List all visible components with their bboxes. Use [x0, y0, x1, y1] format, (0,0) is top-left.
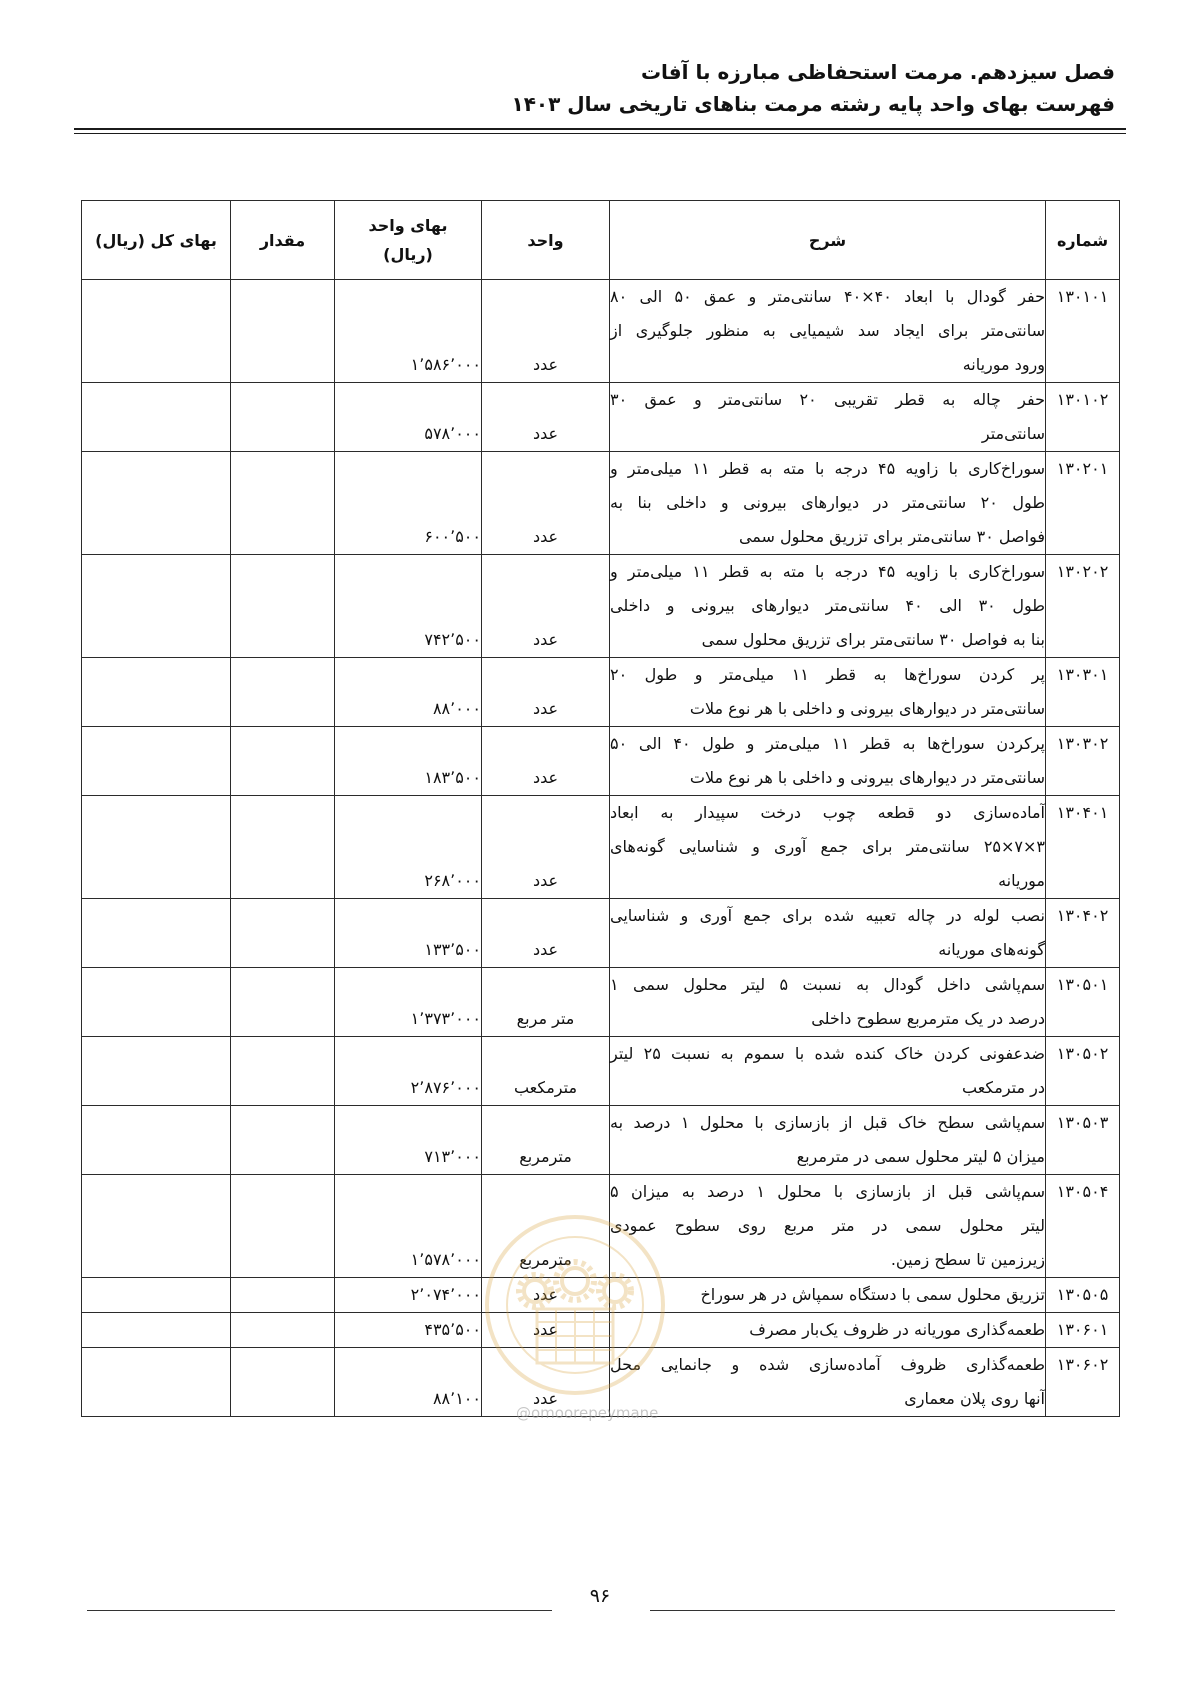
- item-code-cell: [1046, 1175, 1120, 1278]
- item-unit-price: ۴۳۵٬۵۰۰: [424, 1320, 481, 1339]
- item-description: [610, 1037, 1046, 1106]
- item-total-price: [82, 796, 231, 899]
- item-unit-price-cell: [335, 1175, 482, 1278]
- item-description: [610, 727, 1046, 796]
- item-unit-price-cell: [335, 1037, 482, 1106]
- price-table: [81, 200, 1120, 1417]
- item-code: ۱۳۰۲۰۱: [1056, 459, 1109, 478]
- item-unit-price-cell: [335, 1278, 482, 1313]
- header-double-rule: [74, 128, 1126, 134]
- description-line: ضدعفونی کردن خاک کنده شده با سموم به نسبت ۲۵ لیتر: [610, 1044, 1045, 1063]
- item-unit-price: ۸۸٬۰۰۰: [432, 699, 481, 718]
- column-header-unit-price-label: بهای واحد: [368, 216, 448, 235]
- item-quantity: [231, 280, 335, 383]
- chapter-title: فصل سیزدهم. مرمت استحفاظی مبارزه با آفات: [640, 60, 1115, 84]
- column-header-total-price-label: بهای کل (ریال): [95, 230, 217, 250]
- item-quantity: [231, 452, 335, 555]
- description-line: موریانه: [998, 871, 1045, 890]
- description-line: سانتی‌متر در دیوارهای بیرونی و داخلی با هر نوع ملات: [689, 768, 1045, 787]
- description-line: لیتر محلول سمی در متر مربع روی سطوح عمودی: [610, 1216, 1045, 1235]
- item-unit: مترمربع: [519, 1147, 572, 1166]
- item-code-cell: [1046, 899, 1120, 968]
- description-line: فواصل ۳۰ سانتی‌متر برای تزریق محلول سمی: [738, 527, 1045, 546]
- item-unit-price-cell: [335, 1348, 482, 1417]
- item-unit-price: ۱٬۳۷۳٬۰۰۰: [410, 1009, 481, 1028]
- item-description: [610, 796, 1046, 899]
- table-row: [82, 1175, 1120, 1278]
- item-code-cell: [1046, 280, 1120, 383]
- item-description: [610, 658, 1046, 727]
- item-quantity: [231, 1278, 335, 1313]
- item-description: [610, 1348, 1046, 1417]
- item-unit-cell: [482, 1175, 610, 1278]
- column-header-code-label: شماره: [1056, 230, 1109, 250]
- item-quantity: [231, 555, 335, 658]
- item-code: ۱۳۰۴۰۱: [1056, 803, 1109, 822]
- footer-rule-right: [650, 1610, 1115, 1611]
- item-unit-price: ۲٬۰۷۴٬۰۰۰: [410, 1285, 481, 1304]
- item-code: ۱۳۰۵۰۲: [1056, 1044, 1109, 1063]
- item-quantity: [231, 1348, 335, 1417]
- description-line: میزان ۵ لیتر محلول سمی در مترمربع: [796, 1147, 1045, 1166]
- description-line: حفر گودال با ابعاد ۴۰×۴۰ سانتی‌متر و عمق ۵۰ الی ۸۰: [610, 287, 1046, 306]
- price-list-title: فهرست بهای واحد پایه رشته مرمت بناهای تاریخی سال ۱۴۰۳: [511, 92, 1115, 116]
- item-unit-cell: [482, 1037, 610, 1106]
- item-unit: مترمکعب: [513, 1078, 578, 1097]
- item-unit-price: ۲۶۸٬۰۰۰: [424, 871, 481, 890]
- description-line: پر کردن سوراخ‌ها به قطر ۱۱ میلی‌متر و طول ۲۰: [610, 665, 1045, 684]
- item-total-price: [82, 727, 231, 796]
- item-total-price: [82, 1175, 231, 1278]
- item-unit-cell: [482, 1313, 610, 1348]
- item-unit: عدد: [532, 871, 559, 890]
- item-code: ۱۳۰۴۰۲: [1056, 906, 1109, 925]
- table-row: [82, 1278, 1120, 1313]
- description-line: نصب لوله در چاله تعبیه شده برای جمع آوری و شناسایی: [610, 906, 1045, 925]
- table-row: [82, 280, 1120, 383]
- column-header-quantity: [231, 201, 335, 280]
- item-quantity: [231, 1313, 335, 1348]
- description-line: سوراخ‌کاری با زاویه ۴۵ درجه با مته به قطر ۱۱ میلی‌متر و: [610, 562, 1046, 581]
- item-code: ۱۳۰۱۰۲: [1056, 390, 1109, 409]
- item-unit-price: ۱٬۵۸۶٬۰۰۰: [410, 355, 481, 374]
- description-line: سوراخ‌کاری با زاویه ۴۵ درجه با مته به قطر ۱۱ میلی‌متر و: [610, 459, 1046, 478]
- table-row: [82, 899, 1120, 968]
- item-unit-price-cell: [335, 968, 482, 1037]
- item-unit-price-cell: [335, 658, 482, 727]
- item-unit-price: ۷۴۲٬۵۰۰: [424, 630, 481, 649]
- description-line: سم‌پاشی سطح خاک قبل از بازسازی با محلول ۱ درصد به: [610, 1113, 1045, 1132]
- item-code-cell: [1046, 1106, 1120, 1175]
- table-row: [82, 968, 1120, 1037]
- item-unit-cell: [482, 727, 610, 796]
- item-unit-cell: [482, 1106, 610, 1175]
- column-header-unit-label: واحد: [527, 230, 564, 250]
- item-code-cell: [1046, 452, 1120, 555]
- table-row: [82, 1037, 1120, 1106]
- description-line: طول ۳۰ الی ۴۰ سانتی‌متر دیوارهای بیرونی و داخلی: [610, 596, 1046, 615]
- description-line: سانتی‌متر برای ایجاد سد شیمیایی به منظور جلوگیری از: [610, 321, 1045, 340]
- item-unit-cell: [482, 1278, 610, 1313]
- item-unit-price-cell: [335, 280, 482, 383]
- column-header-unit-price: [335, 201, 482, 280]
- item-unit-price: ۸۸٬۱۰۰: [432, 1389, 481, 1408]
- item-total-price: [82, 280, 231, 383]
- item-total-price: [82, 899, 231, 968]
- item-code: ۱۳۰۳۰۱: [1056, 665, 1109, 684]
- item-total-price: [82, 1278, 231, 1313]
- item-unit-cell: [482, 452, 610, 555]
- item-quantity: [231, 1037, 335, 1106]
- item-unit-price-cell: [335, 727, 482, 796]
- description-line: آماده‌سازی دو قطعه چوب درخت سپیدار به ابعاد: [610, 803, 1045, 822]
- item-unit: عدد: [532, 768, 559, 787]
- item-quantity: [231, 968, 335, 1037]
- item-code: ۱۳۰۶۰۲: [1056, 1355, 1109, 1374]
- item-description: [610, 968, 1046, 1037]
- item-unit: عدد: [532, 527, 559, 546]
- page-header: [355, 56, 1115, 120]
- table-row: [82, 796, 1120, 899]
- item-code-cell: [1046, 968, 1120, 1037]
- table-row: [82, 1313, 1120, 1348]
- item-unit-price: ۷۱۳٬۰۰۰: [424, 1147, 481, 1166]
- description-line: حفر چاله به قطر تقریبی ۲۰ سانتی‌متر و عمق ۳۰: [610, 390, 1045, 409]
- item-unit-cell: [482, 658, 610, 727]
- description-line: پرکردن سوراخ‌ها به قطر ۱۱ میلی‌متر و طول ۴۰ الی ۵۰: [610, 734, 1046, 753]
- item-unit-cell: [482, 555, 610, 658]
- item-unit: عدد: [532, 630, 559, 649]
- item-code: ۱۳۰۳۰۲: [1056, 734, 1109, 753]
- item-description: [610, 1313, 1046, 1348]
- column-header-unit-price-currency: (ریال): [383, 245, 433, 264]
- item-unit: مترمربع: [519, 1250, 572, 1269]
- description-line: طعمه‌گذاری موریانه در ظروف یک‌بار مصرف: [749, 1320, 1045, 1339]
- item-description: [610, 1175, 1046, 1278]
- item-unit-price: ۶۰۰٬۵۰۰: [424, 527, 481, 546]
- table-row: [82, 658, 1120, 727]
- item-unit-price: ۵۷۸٬۰۰۰: [424, 424, 481, 443]
- table-row: [82, 1106, 1120, 1175]
- column-header-code: [1046, 201, 1120, 280]
- item-unit-price: ۱٬۵۷۸٬۰۰۰: [410, 1250, 481, 1269]
- item-unit-price: ۲٬۸۷۶٬۰۰۰: [410, 1078, 481, 1097]
- item-quantity: [231, 1175, 335, 1278]
- item-code: ۱۳۰۵۰۳: [1056, 1113, 1109, 1132]
- item-total-price: [82, 1106, 231, 1175]
- item-description: [610, 1278, 1046, 1313]
- item-total-price: [82, 383, 231, 452]
- description-line: ورود موریانه: [962, 355, 1045, 374]
- item-quantity: [231, 727, 335, 796]
- description-line: سم‌پاشی داخل گودال به نسبت ۵ لیتر محلول سمی ۱: [610, 975, 1045, 994]
- item-unit: عدد: [532, 940, 559, 959]
- item-total-price: [82, 555, 231, 658]
- description-line: طعمه‌گذاری ظروف آماده‌سازی شده و جانمایی محل: [610, 1355, 1045, 1374]
- table-row: [82, 383, 1120, 452]
- item-description: [610, 555, 1046, 658]
- table-row: [82, 452, 1120, 555]
- description-line: درصد در یک مترمربع سطوح داخلی: [811, 1009, 1045, 1028]
- description-line: سم‌پاشی قبل از بازسازی با محلول ۱ درصد به میزان ۵: [610, 1182, 1046, 1201]
- item-code: ۱۳۰۵۰۱: [1056, 975, 1109, 994]
- item-description: [610, 899, 1046, 968]
- column-header-description: [610, 201, 1046, 280]
- table-row: [82, 1348, 1120, 1417]
- item-unit: عدد: [532, 1389, 559, 1408]
- page-number: ۹۶: [589, 1585, 611, 1607]
- item-code-cell: [1046, 727, 1120, 796]
- item-unit-price: ۱۸۳٬۵۰۰: [424, 768, 481, 787]
- column-header-description-label: شرح: [808, 230, 847, 250]
- column-header-unit: [482, 201, 610, 280]
- item-unit-price-cell: [335, 555, 482, 658]
- item-code: ۱۳۰۲۰۲: [1056, 562, 1109, 581]
- item-description: [610, 1106, 1046, 1175]
- item-unit-price-cell: [335, 796, 482, 899]
- item-unit-price-cell: [335, 899, 482, 968]
- item-total-price: [82, 968, 231, 1037]
- description-line: ۳×۷×۲۵ سانتی‌متر برای جمع آوری و شناسایی گونه‌های: [610, 837, 1045, 856]
- item-unit-cell: [482, 280, 610, 383]
- item-unit: عدد: [532, 355, 559, 374]
- item-code: ۱۳۰۵۰۴: [1056, 1182, 1109, 1201]
- item-code-cell: [1046, 1037, 1120, 1106]
- item-code-cell: [1046, 796, 1120, 899]
- description-line: گونه‌های موریانه: [938, 940, 1045, 959]
- footer-rule-left: [87, 1610, 552, 1611]
- item-unit-cell: [482, 899, 610, 968]
- item-unit-price-cell: [335, 383, 482, 452]
- item-unit: متر مربع: [516, 1009, 575, 1028]
- item-code-cell: [1046, 383, 1120, 452]
- item-code: ۱۳۰۶۰۱: [1056, 1320, 1109, 1339]
- table-header-row: [82, 201, 1120, 280]
- item-unit: عدد: [532, 1285, 559, 1304]
- item-code-cell: [1046, 1278, 1120, 1313]
- column-header-total-price: [82, 201, 231, 280]
- item-unit-cell: [482, 968, 610, 1037]
- item-code: ۱۳۰۵۰۵: [1056, 1285, 1109, 1304]
- item-description: [610, 280, 1046, 383]
- description-line: در مترمکعب: [962, 1078, 1045, 1097]
- item-unit: عدد: [532, 424, 559, 443]
- item-unit-cell: [482, 1348, 610, 1417]
- item-description: [610, 383, 1046, 452]
- table-body: [82, 280, 1120, 1417]
- item-unit-cell: [482, 383, 610, 452]
- item-description: [610, 452, 1046, 555]
- item-total-price: [82, 1348, 231, 1417]
- item-quantity: [231, 1106, 335, 1175]
- column-header-quantity-label: مقدار: [259, 230, 306, 250]
- item-unit: عدد: [532, 699, 559, 718]
- item-unit-price-cell: [335, 452, 482, 555]
- description-line: آنها روی پلان معماری: [904, 1389, 1045, 1408]
- item-unit-price-cell: [335, 1106, 482, 1175]
- description-line: زیرزمین تا سطح زمین.: [890, 1250, 1045, 1269]
- item-quantity: [231, 383, 335, 452]
- description-line: سانتی‌متر در دیوارهای بیرونی و داخلی با هر نوع ملات: [689, 699, 1045, 718]
- item-total-price: [82, 1313, 231, 1348]
- item-code-cell: [1046, 555, 1120, 658]
- description-line: بنا به فواصل ۳۰ سانتی‌متر برای تزریق محلول سمی: [701, 630, 1045, 649]
- description-line: سانتی‌متر: [981, 424, 1045, 443]
- item-quantity: [231, 899, 335, 968]
- table-row: [82, 555, 1120, 658]
- description-line: طول ۲۰ سانتی‌متر در دیوارهای بیرونی و داخلی بنا به: [610, 493, 1045, 512]
- item-unit-price: ۱۳۳٬۵۰۰: [424, 940, 481, 959]
- item-code-cell: [1046, 658, 1120, 727]
- item-quantity: [231, 658, 335, 727]
- item-unit-cell: [482, 796, 610, 899]
- watermark-handle: @omoorepeymane: [516, 1404, 659, 1422]
- item-quantity: [231, 796, 335, 899]
- item-unit-price-cell: [335, 1313, 482, 1348]
- item-code-cell: [1046, 1313, 1120, 1348]
- description-line: تزریق محلول سمی با دستگاه سمپاش در هر سوراخ: [700, 1285, 1045, 1304]
- item-code-cell: [1046, 1348, 1120, 1417]
- table-row: [82, 727, 1120, 796]
- item-total-price: [82, 658, 231, 727]
- item-code: ۱۳۰۱۰۱: [1056, 287, 1109, 306]
- item-total-price: [82, 452, 231, 555]
- item-unit: عدد: [532, 1320, 559, 1339]
- item-total-price: [82, 1037, 231, 1106]
